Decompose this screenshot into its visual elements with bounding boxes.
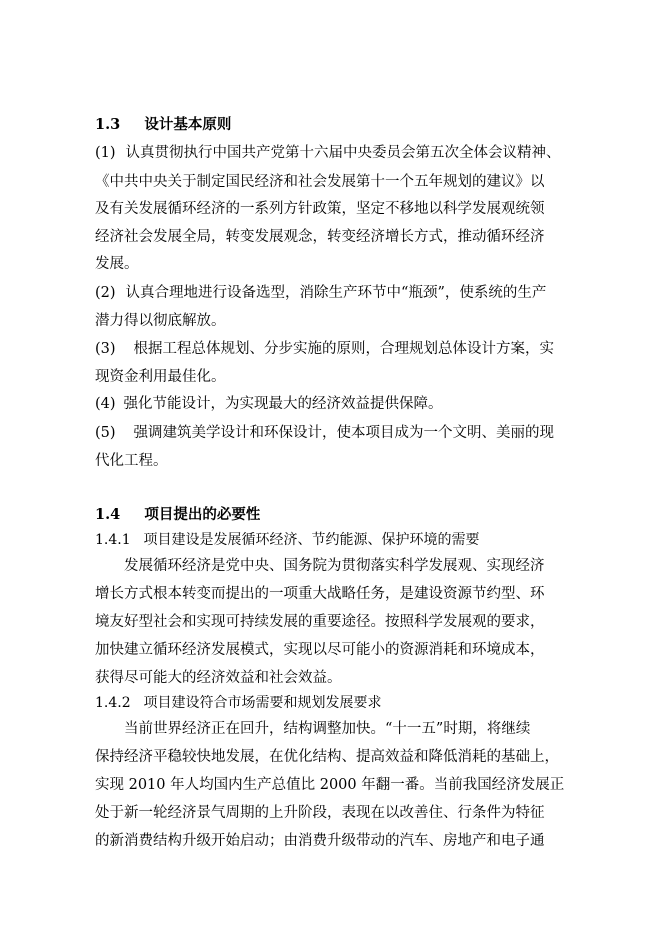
section-title: 设计基本原则 — [144, 116, 232, 133]
paragraph-text: 的新消费结构升级开始启动；由消费升级带动的汽车、房地产和电子通 — [95, 833, 545, 849]
subsection-heading — [95, 693, 382, 713]
paragraph-text: 增长方式根本转变而提出的一项重大战略任务，是建设资源节约型、环 — [95, 586, 545, 602]
subsection-heading — [95, 530, 480, 550]
list-item-line — [95, 143, 583, 163]
paragraph-text: 当前世界经济正在回升，结构调整加快。“十一五”时期，将继续 — [124, 721, 531, 737]
item-number: (3) — [95, 341, 116, 357]
item-text: 现资金利用最佳化。 — [95, 369, 226, 385]
paragraph-line — [95, 775, 564, 795]
list-item-line — [95, 254, 139, 274]
list-item-line — [95, 199, 545, 219]
paragraph-text: 保持经济平稳较快地发展，在优化结构、提高效益和降低消耗的基础上， — [95, 749, 559, 765]
section-heading — [95, 115, 231, 135]
item-text: 《中共中央关于制定国民经济和社会发展第十一个五年规划的建议》以 — [95, 174, 545, 190]
section-heading — [95, 505, 260, 525]
list-item-line — [95, 311, 226, 331]
list-item-line — [95, 227, 545, 247]
item-text: 代化工程。 — [95, 453, 168, 469]
list-item-line — [95, 394, 443, 414]
item-text: 强调建筑美学设计和环保设计，使本项目成为一个文明、美丽的现 — [133, 425, 555, 441]
item-number: (5) — [95, 425, 116, 441]
paragraph-line — [95, 640, 545, 660]
paragraph-line — [124, 556, 545, 576]
subsection-title: 项目建设符合市场需要和规划发展要求 — [143, 695, 382, 711]
paragraph-text: 获得尽可能大的经济效益和社会效益。 — [95, 670, 342, 686]
item-text: 及有关发展循环经济的一系列方针政策，坚定不移地以科学发展观统领 — [95, 201, 545, 217]
subsection-title: 项目建设是发展循环经济、节约能源、保护环境的需要 — [143, 532, 480, 548]
item-text: 根据工程总体规划、分步实施的原则，合理规划总体设计方案，实 — [133, 341, 555, 357]
paragraph-text: 处于新一轮经济景气周期的上升阶段，表现在以改善住、行条件为特征 — [95, 805, 545, 821]
item-text: 发展。 — [95, 256, 139, 272]
list-item-line — [95, 283, 546, 303]
section-number: 1.3 — [95, 116, 121, 133]
item-number: (1) — [95, 145, 116, 161]
item-text: 认真合理地进行设备选型，消除生产环节中“瓶颈”，使系统的生产 — [125, 285, 547, 301]
list-item-line — [95, 367, 226, 387]
section-title: 项目提出的必要性 — [144, 506, 261, 523]
item-text: 强化节能设计，为实现最大的经济效益提供保障。 — [123, 396, 443, 412]
subsection-number: 1.4.1 — [95, 532, 131, 548]
list-item-line — [95, 172, 545, 192]
paragraph-line — [95, 668, 342, 688]
item-text: 潜力得以彻底解放。 — [95, 313, 226, 329]
paragraph-line — [95, 612, 545, 632]
item-number: (2) — [95, 285, 116, 301]
item-text: 经济社会发展全局，转变发展观念，转变经济增长方式，推动循环经济 — [95, 229, 545, 245]
paragraph-line — [95, 803, 545, 823]
paragraph-line — [124, 719, 530, 739]
paragraph-line — [95, 584, 545, 604]
item-text: 认真贯彻执行中国共产党第十六届中央委员会第五次全体会议精神、 — [125, 145, 561, 161]
paragraph-line — [95, 747, 559, 767]
subsection-number: 1.4.2 — [95, 695, 131, 711]
list-item-line — [95, 451, 168, 471]
section-number: 1.4 — [95, 506, 121, 523]
paragraph-text: 发展循环经济是党中央、国务院为贯彻落实科学发展观、实现经济 — [124, 558, 545, 574]
list-item-line — [95, 423, 554, 443]
list-item-line — [95, 339, 554, 359]
paragraph-line — [95, 831, 545, 851]
paragraph-text: 境友好型社会和实现可持续发展的重要途径。按照科学发展观的要求， — [95, 614, 545, 630]
paragraph-text: 加快建立循环经济发展模式，实现以尽可能小的资源消耗和环境成本， — [95, 642, 545, 658]
item-number: (4) — [95, 396, 116, 412]
paragraph-text: 实现 2010 年人均国内生产总值比 2000 年翻一番。当前我国经济发展正 — [95, 777, 565, 793]
